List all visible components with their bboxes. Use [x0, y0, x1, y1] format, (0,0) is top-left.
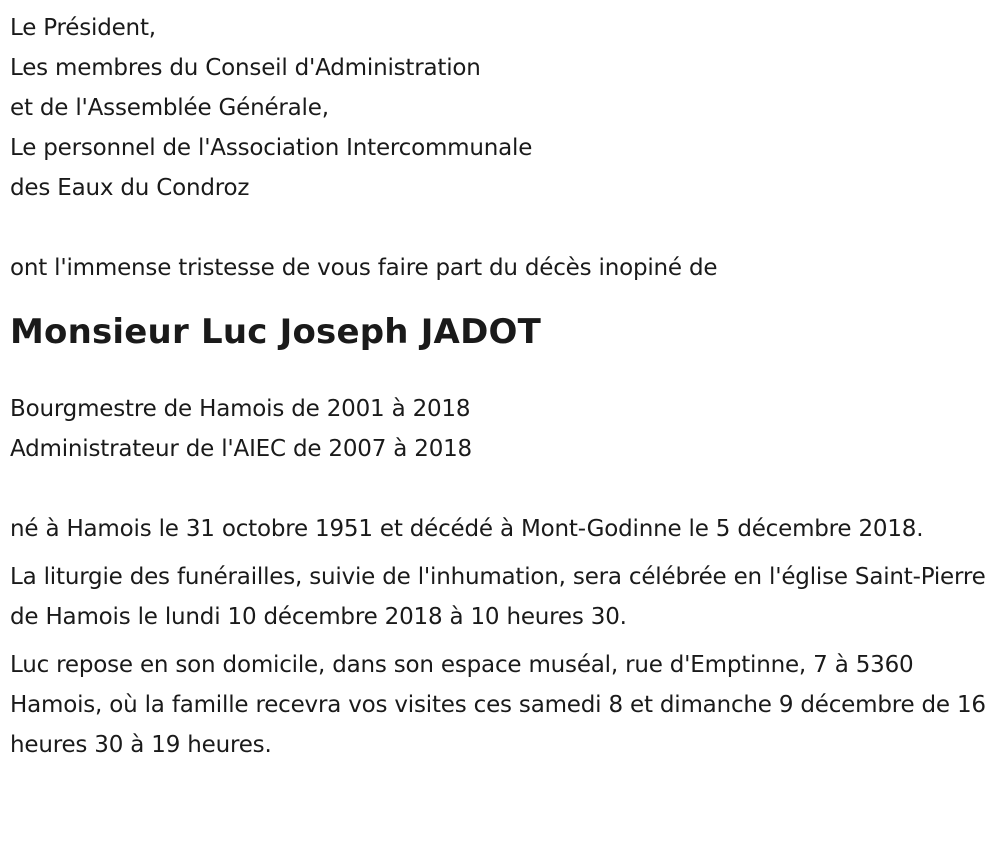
- header-line-general-assembly: et de l'Assemblée Générale,: [10, 95, 329, 121]
- deceased-titles: [10, 389, 990, 469]
- title-mayor: Bourgmestre de Hamois de 2001 à 2018: [10, 396, 471, 422]
- header-block: [10, 8, 990, 208]
- deceased-name: Monsieur Luc Joseph JADOT: [10, 312, 541, 352]
- spacer: [10, 288, 990, 310]
- funeral-paragraph: La liturgie des funérailles, suivie de l'inhumation, sera célébrée en l'église Saint-Pierre de Hamois le lundi 10 décembre 2018 à 10 heures 30.: [10, 564, 986, 630]
- details-block: [10, 509, 990, 765]
- announcement-text: ont l'immense tristesse de vous faire part du décès inopiné de: [10, 255, 718, 281]
- header-line-organization: des Eaux du Condroz: [10, 175, 250, 201]
- header-line-president: Le Président,: [10, 15, 156, 41]
- visitation-paragraph: Luc repose en son domicile, dans son espace muséal, rue d'Emptinne, 7 à 5360 Hamois, où la famille recevra vos visites ces samedi 8 et dimanche 9 décembre de 16 heures 30 à 19 heures.: [10, 652, 986, 758]
- header-line-board-members: Les membres du Conseil d'Administration: [10, 55, 481, 81]
- header-line-staff: Le personnel de l'Association Intercommunale: [10, 135, 533, 161]
- spacer: [10, 469, 990, 509]
- title-administrator: Administrateur de l'AIEC de 2007 à 2018: [10, 436, 472, 462]
- spacer: [10, 354, 990, 389]
- spacer: [10, 208, 990, 248]
- birth-death-paragraph: né à Hamois le 31 octobre 1951 et décédé à Mont-Godinne le 5 décembre 2018.: [10, 516, 924, 542]
